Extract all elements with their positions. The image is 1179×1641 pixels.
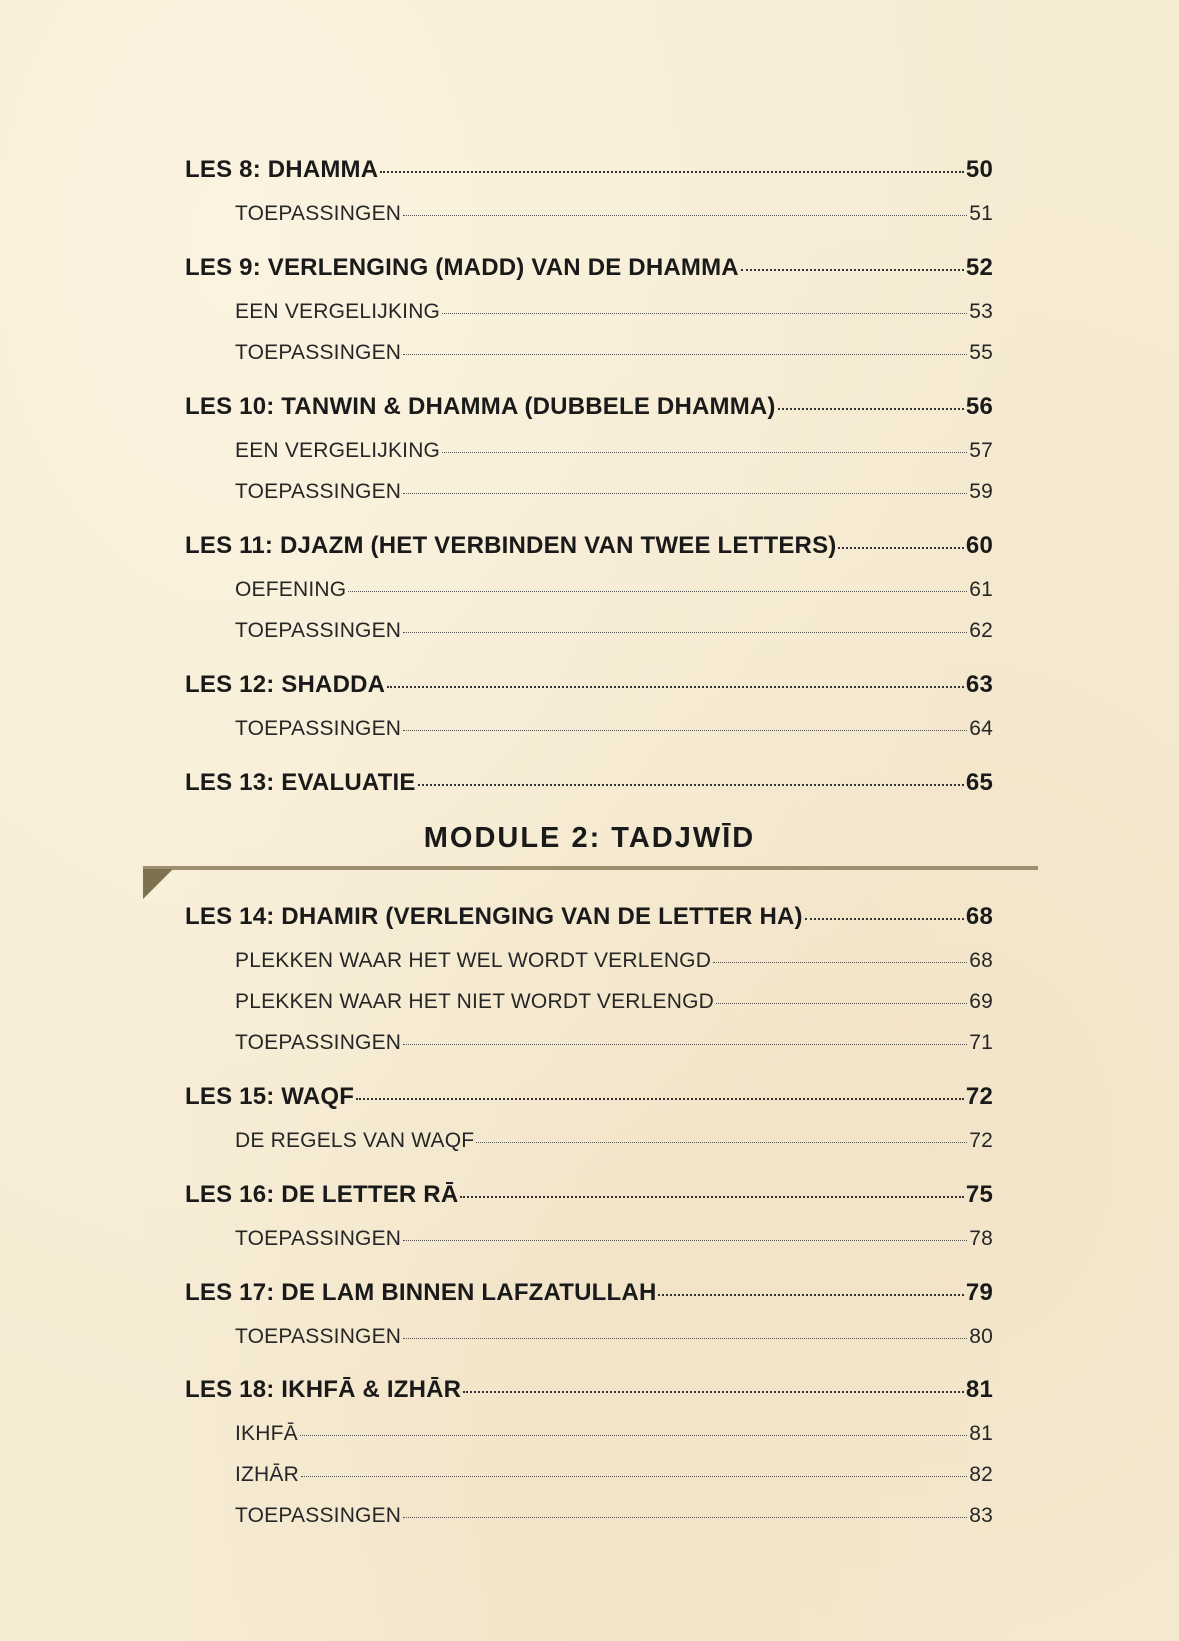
toc-entry-title: EEN VERGELIJKING bbox=[235, 439, 441, 462]
toc-section-entry[interactable] bbox=[235, 619, 993, 643]
toc-page-number: 80 bbox=[969, 1325, 993, 1348]
toc-entry-title: TOEPASSINGEN bbox=[235, 1031, 402, 1054]
dot-leader bbox=[778, 408, 964, 410]
toc-chapter-entry[interactable] bbox=[185, 532, 993, 560]
dot-leader bbox=[301, 1476, 967, 1477]
dot-leader bbox=[716, 1003, 967, 1004]
dot-leader bbox=[403, 215, 967, 216]
toc-page-number: 69 bbox=[969, 990, 993, 1013]
toc-page-number: 59 bbox=[969, 480, 993, 503]
toc-section-entry[interactable] bbox=[235, 717, 993, 741]
toc-page-number: 82 bbox=[969, 1463, 993, 1486]
dot-leader bbox=[403, 1044, 967, 1045]
toc-section-entry[interactable] bbox=[235, 1227, 993, 1251]
toc-entry-title: IZHĀR bbox=[235, 1463, 299, 1486]
toc-chapter-entry[interactable] bbox=[185, 903, 993, 931]
toc-page-number: 81 bbox=[965, 1376, 993, 1403]
toc-entry-title: PLEKKEN WAAR HET WEL WORDT VERLENGD bbox=[235, 949, 712, 972]
toc-chapter-entry[interactable] bbox=[185, 1376, 993, 1404]
toc-entry-title: TOEPASSINGEN bbox=[235, 1325, 402, 1348]
dot-leader bbox=[403, 1240, 967, 1241]
toc-entry-title: OEFENING bbox=[235, 578, 347, 601]
dot-leader bbox=[403, 1338, 967, 1339]
dot-leader bbox=[460, 1196, 964, 1198]
toc-section-entry[interactable] bbox=[235, 578, 993, 602]
toc-entry-title: EEN VERGELIJKING bbox=[235, 300, 441, 323]
toc-chapter-entry[interactable] bbox=[185, 393, 993, 421]
dot-leader bbox=[741, 269, 964, 271]
toc-entry-title: TOEPASSINGEN bbox=[235, 480, 402, 503]
toc-page-number: 65 bbox=[965, 769, 993, 796]
toc-entry-title: TOEPASSINGEN bbox=[235, 341, 402, 364]
dot-leader bbox=[442, 313, 967, 314]
toc-page-number: 53 bbox=[969, 300, 993, 323]
dot-leader bbox=[403, 632, 967, 633]
dot-leader bbox=[380, 171, 964, 173]
toc-chapter-entry[interactable] bbox=[185, 156, 993, 184]
toc-entry-title: LES 8: DHAMMA bbox=[185, 156, 379, 183]
toc-page-number: 72 bbox=[965, 1083, 993, 1110]
divider-corner-ornament bbox=[143, 869, 173, 899]
dot-leader bbox=[300, 1435, 967, 1436]
dot-leader bbox=[805, 918, 964, 920]
toc-entry-title: LES 10: TANWIN & DHAMMA (DUBBELE DHAMMA) bbox=[185, 393, 776, 420]
dot-leader bbox=[713, 962, 967, 963]
toc-section-entry[interactable] bbox=[235, 990, 993, 1014]
toc-section-entry[interactable] bbox=[235, 1504, 993, 1528]
dot-leader bbox=[442, 452, 967, 453]
toc-page-number: 62 bbox=[969, 619, 993, 642]
toc-page-number: 72 bbox=[969, 1129, 993, 1152]
toc-entry-title: LES 16: DE LETTER RĀ bbox=[185, 1181, 459, 1208]
toc-entry-title: PLEKKEN WAAR HET NIET WORDT VERLENGD bbox=[235, 990, 715, 1013]
toc-page-number: 68 bbox=[969, 949, 993, 972]
toc-page-number: 64 bbox=[969, 717, 993, 740]
toc-entry-title: LES 13: EVALUATIE bbox=[185, 769, 416, 796]
toc-section-entry[interactable] bbox=[235, 1325, 993, 1349]
dot-leader bbox=[403, 354, 967, 355]
toc-entry-title: TOEPASSINGEN bbox=[235, 1504, 402, 1527]
toc-section-entry[interactable] bbox=[235, 341, 993, 365]
toc-chapter-entry[interactable] bbox=[185, 769, 993, 797]
dot-leader bbox=[356, 1098, 964, 1100]
dot-leader bbox=[658, 1294, 963, 1296]
toc-page-number: 57 bbox=[969, 439, 993, 462]
toc-section-entry[interactable] bbox=[235, 1031, 993, 1055]
toc-chapter-entry[interactable] bbox=[185, 1181, 993, 1209]
module-title: MODULE 2: TADJWĪD bbox=[423, 822, 756, 854]
dot-leader bbox=[403, 1517, 967, 1518]
toc-section-entry[interactable] bbox=[235, 300, 993, 324]
toc-section-entry[interactable] bbox=[235, 1129, 993, 1153]
toc-page-number: 50 bbox=[965, 156, 993, 183]
toc-entry-title: LES 12: SHADDA bbox=[185, 671, 386, 698]
toc-entry-title: IKHFĀ bbox=[235, 1422, 298, 1445]
dot-leader bbox=[403, 730, 967, 731]
toc-entry-title: LES 14: DHAMIR (VERLENGING VAN DE LETTER HA) bbox=[185, 903, 803, 930]
toc-section-entry[interactable] bbox=[235, 949, 993, 973]
toc-page-number: 56 bbox=[965, 393, 993, 420]
toc-chapter-entry[interactable] bbox=[185, 1083, 993, 1111]
toc-page-number: 61 bbox=[969, 578, 993, 601]
module-divider bbox=[143, 866, 1038, 870]
toc-entry-title: TOEPASSINGEN bbox=[235, 619, 402, 642]
dot-leader bbox=[403, 493, 967, 494]
toc-entry-title: LES 11: DJAZM (HET VERBINDEN VAN TWEE LETTERS) bbox=[185, 532, 837, 559]
toc-chapter-entry[interactable] bbox=[185, 254, 993, 282]
toc-section-entry[interactable] bbox=[235, 1422, 993, 1446]
dot-leader bbox=[387, 686, 964, 688]
toc-page-number: 52 bbox=[965, 254, 993, 281]
toc-section-entry[interactable] bbox=[235, 1463, 993, 1487]
toc-chapter-entry[interactable] bbox=[185, 1279, 993, 1307]
toc-page-number: 83 bbox=[969, 1504, 993, 1527]
toc-page-number: 55 bbox=[969, 341, 993, 364]
toc-chapter-entry[interactable] bbox=[185, 671, 993, 699]
toc-entry-title: LES 9: VERLENGING (MADD) VAN DE DHAMMA bbox=[185, 254, 739, 281]
toc-entry-title: TOEPASSINGEN bbox=[235, 717, 402, 740]
toc-entry-title: TOEPASSINGEN bbox=[235, 202, 402, 225]
toc-section-entry[interactable] bbox=[235, 202, 993, 226]
toc-entry-title: DE REGELS VAN WAQF bbox=[235, 1129, 475, 1152]
toc-page-number: 79 bbox=[965, 1279, 993, 1306]
toc-page-number: 78 bbox=[969, 1227, 993, 1250]
dot-leader bbox=[418, 784, 964, 786]
toc-entry-title: LES 15: WAQF bbox=[185, 1083, 355, 1110]
dot-leader bbox=[476, 1142, 967, 1143]
toc-entry-title: LES 18: IKHFĀ & IZHĀR bbox=[185, 1376, 462, 1403]
dot-leader bbox=[463, 1391, 964, 1393]
toc-page-number: 60 bbox=[965, 532, 993, 559]
toc-page-number: 63 bbox=[965, 671, 993, 698]
dot-leader bbox=[348, 591, 967, 592]
toc-page-number: 75 bbox=[965, 1181, 993, 1208]
toc-section-entry[interactable] bbox=[235, 439, 993, 463]
toc-section-entry[interactable] bbox=[235, 480, 993, 504]
toc-page-number: 71 bbox=[969, 1031, 993, 1054]
toc-page-number: 51 bbox=[969, 202, 993, 225]
toc-page-number: 68 bbox=[965, 903, 993, 930]
dot-leader bbox=[838, 547, 963, 549]
toc-page-number: 81 bbox=[969, 1422, 993, 1445]
toc-entry-title: TOEPASSINGEN bbox=[235, 1227, 402, 1250]
toc-entry-title: LES 17: DE LAM BINNEN LAFZATULLAH bbox=[185, 1279, 657, 1306]
